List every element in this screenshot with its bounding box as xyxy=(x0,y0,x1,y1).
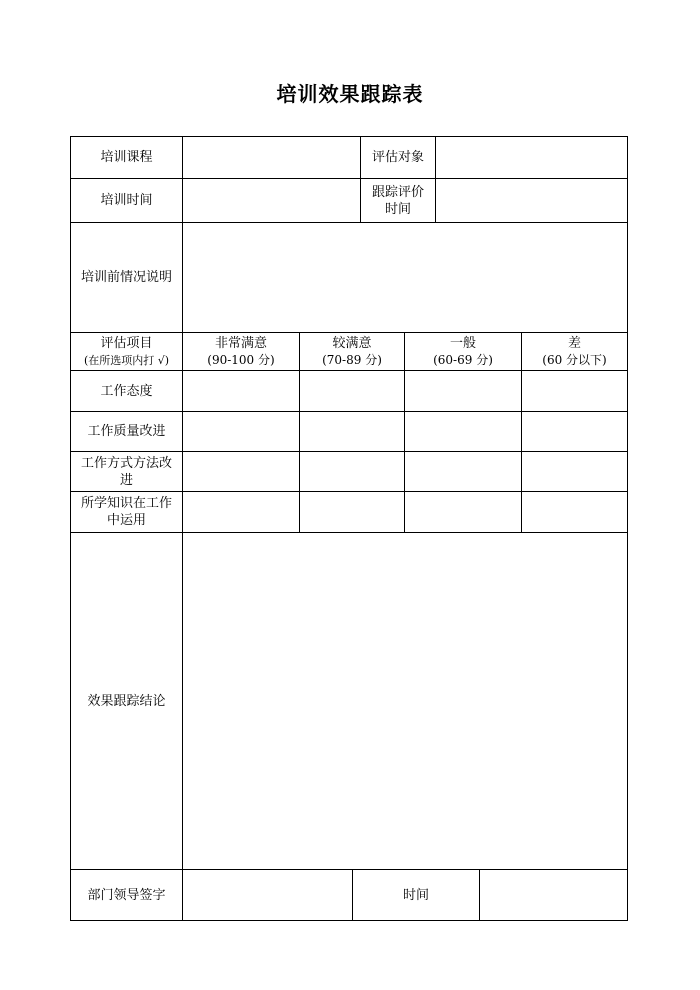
rating-cell[interactable] xyxy=(183,492,300,533)
level-header xyxy=(300,333,405,371)
rating-row xyxy=(71,492,628,533)
level-range: (60-69 分) xyxy=(433,352,493,367)
rating-row xyxy=(71,452,628,492)
rating-cell[interactable] xyxy=(300,492,405,533)
rating-item-label-line1: 工作态度 xyxy=(100,383,153,399)
rating-item-header-line1: 评估项目 xyxy=(100,335,153,351)
time-label: 培训时间 xyxy=(71,179,183,223)
rating-item-label-line1: 工作方式方法改 xyxy=(80,455,172,471)
track-time-field[interactable] xyxy=(436,179,628,223)
rating-cell[interactable] xyxy=(183,412,300,452)
level-name: 一般 xyxy=(449,335,476,351)
conclusion-field[interactable] xyxy=(183,533,628,870)
rating-cell[interactable] xyxy=(405,452,522,492)
course-field[interactable] xyxy=(183,137,361,179)
rating-item-header-line2: (在所选项内打 √) xyxy=(83,353,170,367)
track-time-label-line1: 跟踪评价 xyxy=(371,184,424,200)
rating-item-label xyxy=(71,412,183,452)
rating-item-header xyxy=(71,333,183,371)
pre-status-field[interactable] xyxy=(183,223,628,333)
rating-item-label-line1: 工作质量改进 xyxy=(87,424,166,439)
track-time-label xyxy=(361,179,436,223)
rating-cell[interactable] xyxy=(405,412,522,452)
level-range: (60 分以下) xyxy=(542,352,607,367)
level-range: (70-89 分) xyxy=(322,352,382,367)
conclusion-label: 效果跟踪结论 xyxy=(71,533,183,870)
pre-status-label: 培训前情况说明 xyxy=(71,223,183,333)
rating-cell[interactable] xyxy=(405,492,522,533)
course-label: 培训课程 xyxy=(71,137,183,179)
rating-row xyxy=(71,412,628,452)
rating-item-label-line1: 所学知识在工作 xyxy=(80,496,172,511)
level-header xyxy=(405,333,522,371)
rating-row xyxy=(71,371,628,412)
level-header xyxy=(183,333,300,371)
time-field[interactable] xyxy=(183,179,361,223)
rating-cell[interactable] xyxy=(522,492,628,533)
rating-item-label-line2: 中运用 xyxy=(106,513,146,528)
rating-cell[interactable] xyxy=(300,452,405,492)
level-name: 差 xyxy=(567,335,581,351)
target-label: 评估对象 xyxy=(361,137,436,179)
rating-item-label xyxy=(71,371,183,412)
rating-cell[interactable] xyxy=(300,412,405,452)
target-field[interactable] xyxy=(436,137,628,179)
level-header xyxy=(522,333,628,371)
rating-cell[interactable] xyxy=(183,452,300,492)
rating-item-label xyxy=(71,452,183,492)
track-time-label-line2: 时间 xyxy=(384,201,411,217)
signature-label: 部门领导签字 xyxy=(71,870,183,921)
signature-field[interactable] xyxy=(183,870,353,921)
rating-item-label-line2: 进 xyxy=(119,472,133,488)
rating-cell[interactable] xyxy=(522,412,628,452)
rating-cell[interactable] xyxy=(522,452,628,492)
signature-time-label: 时间 xyxy=(353,870,480,921)
signature-time-field[interactable] xyxy=(480,870,628,921)
level-range: (90-100 分) xyxy=(207,352,275,367)
rating-cell[interactable] xyxy=(522,371,628,412)
page-title: 培训效果跟踪表 xyxy=(276,82,424,106)
info-table xyxy=(70,136,628,223)
rating-cell[interactable] xyxy=(183,371,300,412)
level-name: 较满意 xyxy=(332,335,372,351)
rating-table xyxy=(70,222,628,870)
signature-table xyxy=(70,869,628,921)
rating-cell[interactable] xyxy=(405,371,522,412)
rating-item-label xyxy=(71,492,183,533)
level-name: 非常满意 xyxy=(214,335,267,351)
rating-cell[interactable] xyxy=(300,371,405,412)
